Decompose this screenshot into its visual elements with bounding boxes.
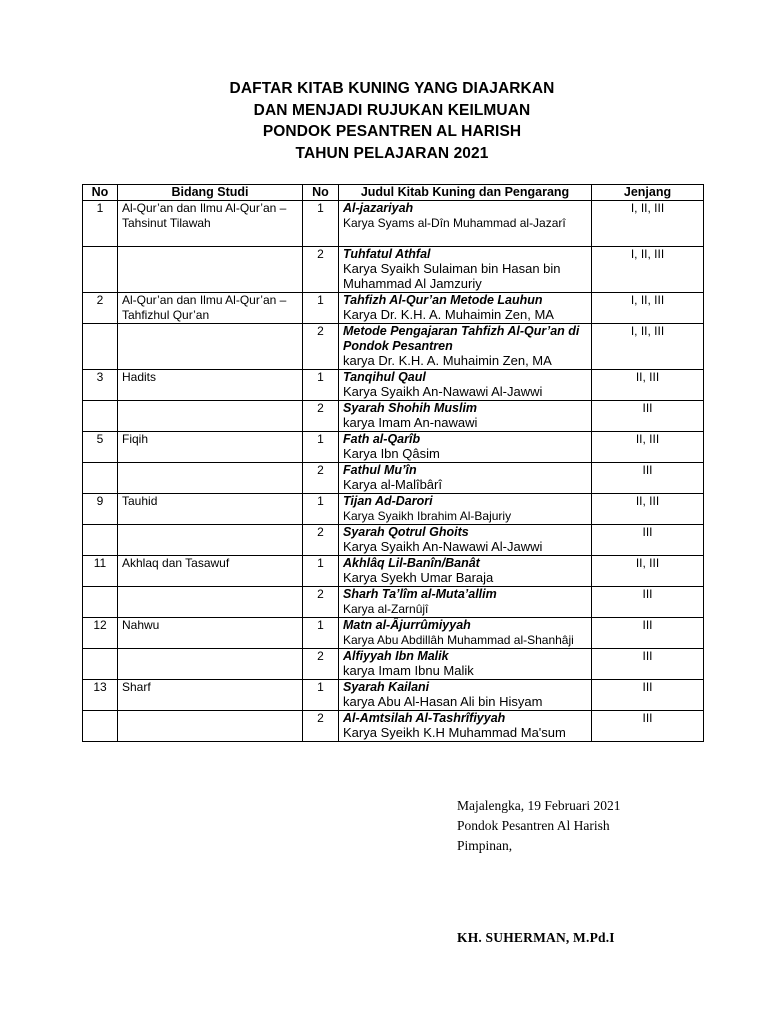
signer-role: Pimpinan, <box>457 838 513 853</box>
table-row <box>83 324 704 370</box>
kitab-title: Akhlâq Lil-Banîn/Banât <box>343 556 480 570</box>
kitab-author: Karya Syaikh Sulaiman bin Hasan bin Muhammad Al Jamzuriy <box>343 260 561 291</box>
row-bidang: Hadits <box>118 370 303 401</box>
kitab-author: Karya Syaikh Ibrahim Al-Bajuriy <box>343 508 512 523</box>
row-no-kitab: 2 <box>303 247 339 293</box>
row-no-kitab: 1 <box>303 556 339 587</box>
row-kitab <box>339 293 592 324</box>
row-jenjang: II, III <box>592 370 704 401</box>
row-jenjang: I, II, III <box>592 324 704 370</box>
row-bidang <box>118 247 303 293</box>
row-no <box>83 463 118 494</box>
row-no-kitab: 1 <box>303 201 339 247</box>
kitab-author: Karya Syeikh K.H Muhammad Ma'sum <box>343 724 566 740</box>
kitab-author: Karya Abu Abdillâh Muhammad al-Shanhâji <box>343 632 574 647</box>
row-no-kitab: 1 <box>303 680 339 711</box>
row-bidang: Fiqih <box>118 432 303 463</box>
kitab-title: Fathul Mu’în <box>343 463 417 477</box>
kitab-author: Karya Syaikh An-Nawawi Al-Jawwi <box>343 538 543 554</box>
row-kitab <box>339 618 592 649</box>
row-kitab <box>339 587 592 618</box>
row-no <box>83 525 118 556</box>
row-bidang: Tauhid <box>118 494 303 525</box>
table-row <box>83 680 704 711</box>
row-no: 12 <box>83 618 118 649</box>
row-kitab <box>339 201 592 247</box>
row-bidang <box>118 324 303 370</box>
row-jenjang: III <box>592 525 704 556</box>
row-jenjang: II, III <box>592 432 704 463</box>
row-jenjang: III <box>592 711 704 742</box>
table-row <box>83 401 704 432</box>
table-row <box>83 432 704 463</box>
row-jenjang: I, II, III <box>592 247 704 293</box>
row-bidang: Sharf <box>118 680 303 711</box>
document-title <box>0 78 768 164</box>
kitab-author: karya Imam Ibnu Malik <box>343 662 474 678</box>
row-kitab <box>339 247 592 293</box>
row-no: 3 <box>83 370 118 401</box>
row-no-kitab: 2 <box>303 525 339 556</box>
table-row <box>83 463 704 494</box>
row-kitab <box>339 494 592 525</box>
row-kitab <box>339 680 592 711</box>
row-no <box>83 247 118 293</box>
kitab-title: Sharh Ta’lîm al-Muta’allim <box>343 587 497 601</box>
kitab-author: Karya Syaikh An-Nawawi Al-Jawwi <box>343 383 543 399</box>
row-bidang: Al-Qur’an dan Ilmu Al-Qur’an – Tahsinut Tilawah <box>118 201 303 247</box>
table-row <box>83 556 704 587</box>
row-kitab <box>339 711 592 742</box>
table-header-row <box>83 185 704 201</box>
row-no-kitab: 1 <box>303 370 339 401</box>
kitab-author: karya Dr. K.H. A. Muhaimin Zen, MA <box>343 352 552 368</box>
row-kitab <box>339 556 592 587</box>
row-kitab <box>339 401 592 432</box>
table-row <box>83 649 704 680</box>
table-row <box>83 525 704 556</box>
kitab-author: Karya Ibn Qâsim <box>343 445 440 461</box>
kitab-author: karya Imam An-nawawi <box>343 414 478 430</box>
row-kitab <box>339 463 592 494</box>
row-no-kitab: 1 <box>303 432 339 463</box>
row-no: 9 <box>83 494 118 525</box>
row-bidang <box>118 525 303 556</box>
kitab-author: Karya al-Zarnûjî <box>343 601 429 616</box>
kitab-author: Karya Syekh Umar Baraja <box>343 569 494 585</box>
row-no <box>83 711 118 742</box>
title-line-4: TAHUN PELAJARAN 2021 <box>295 144 489 162</box>
row-bidang: Nahwu <box>118 618 303 649</box>
kitab-title: Tijan Ad-Darori <box>343 494 433 508</box>
row-kitab <box>339 649 592 680</box>
kitab-title: Alfiyyah Ibn Malik <box>343 649 449 663</box>
row-jenjang: II, III <box>592 556 704 587</box>
row-jenjang: I, II, III <box>592 201 704 247</box>
kitab-title: Fath al-Qarîb <box>343 432 421 446</box>
row-no: 11 <box>83 556 118 587</box>
kitab-author: Karya Dr. K.H. A. Muhaimin Zen, MA <box>343 306 554 322</box>
row-jenjang: III <box>592 649 704 680</box>
table-row <box>83 711 704 742</box>
row-no: 13 <box>83 680 118 711</box>
kitab-title: Syarah Kailani <box>343 680 430 694</box>
row-bidang <box>118 463 303 494</box>
row-jenjang: III <box>592 680 704 711</box>
row-no <box>83 401 118 432</box>
row-no-kitab: 2 <box>303 711 339 742</box>
title-line-3: PONDOK PESANTREN AL HARISH <box>262 123 522 140</box>
row-no-kitab: 2 <box>303 324 339 370</box>
row-no-kitab: 1 <box>303 293 339 324</box>
kitab-title: Syarah Qotrul Ghoits <box>343 525 469 539</box>
row-bidang <box>118 649 303 680</box>
header-no-kitab: No <box>303 185 339 201</box>
signature-block <box>457 796 620 856</box>
row-no-kitab: 2 <box>303 587 339 618</box>
row-bidang <box>118 401 303 432</box>
table-row <box>83 293 704 324</box>
row-no-kitab: 2 <box>303 649 339 680</box>
row-kitab <box>339 525 592 556</box>
header-judul-kitab: Judul Kitab Kuning dan Pengarang <box>339 185 592 201</box>
row-no <box>83 587 118 618</box>
row-kitab <box>339 370 592 401</box>
row-no: 2 <box>83 293 118 324</box>
row-jenjang: III <box>592 618 704 649</box>
row-no-kitab: 1 <box>303 494 339 525</box>
header-no: No <box>83 185 118 201</box>
row-jenjang: I, II, III <box>592 293 704 324</box>
row-no: 1 <box>83 201 118 247</box>
row-no-kitab: 2 <box>303 401 339 432</box>
table-row <box>83 247 704 293</box>
row-kitab <box>339 432 592 463</box>
row-bidang <box>118 587 303 618</box>
row-bidang: Akhlaq dan Tasawuf <box>118 556 303 587</box>
row-jenjang: II, III <box>592 494 704 525</box>
table-row <box>83 370 704 401</box>
kitab-title: Metode Pengajaran Tahfizh Al-Qur’an di Pondok Pesantren <box>343 324 580 353</box>
table-row <box>83 587 704 618</box>
row-bidang <box>118 711 303 742</box>
row-jenjang: III <box>592 401 704 432</box>
kitab-title: Al-jazariyah <box>343 201 414 215</box>
row-no <box>83 649 118 680</box>
kitab-title: Tanqihul Qaul <box>343 370 426 384</box>
place-date: Majalengka, 19 Februari 2021 <box>457 798 621 813</box>
kitab-title: Tahfizh Al-Qur’an Metode Lauhun <box>343 293 543 307</box>
kitab-author: Karya al-Malîbârî <box>343 476 442 492</box>
table-row <box>83 201 704 247</box>
row-bidang: Al-Qur’an dan Ilmu Al-Qur’an – Tahfizhul Qur’an <box>118 293 303 324</box>
row-jenjang: III <box>592 463 704 494</box>
kitab-title: Syarah Shohih Muslim <box>343 401 478 415</box>
signer-name: KH. SUHERMAN, M.Pd.I <box>457 930 615 945</box>
kitab-title: Al-Amtsilah Al-Tashrîfiyyah <box>343 711 506 725</box>
kitab-author: karya Abu Al-Hasan Ali bin Hisyam <box>343 693 543 709</box>
row-no: 5 <box>83 432 118 463</box>
row-no-kitab: 2 <box>303 463 339 494</box>
row-no <box>83 324 118 370</box>
kitab-table <box>82 184 704 742</box>
kitab-author: Karya Syams al-Dîn Muhammad al-Jazarî <box>343 215 566 230</box>
row-no-kitab: 1 <box>303 618 339 649</box>
header-jenjang: Jenjang <box>592 185 704 201</box>
title-line-1: DAFTAR KITAB KUNING YANG DIAJARKAN <box>229 80 555 97</box>
kitab-title: Tuhfatul Athfal <box>343 247 431 261</box>
row-kitab <box>339 324 592 370</box>
header-bidang-studi: Bidang Studi <box>118 185 303 201</box>
title-line-2: DAN MENJADI RUJUKAN KEILMUAN <box>253 101 531 119</box>
kitab-title: Matn al-Âjurrûmiyyah <box>343 618 471 632</box>
table-row <box>83 618 704 649</box>
table-row <box>83 494 704 525</box>
row-jenjang: III <box>592 587 704 618</box>
institution-name: Pondok Pesantren Al Harish <box>457 818 610 833</box>
